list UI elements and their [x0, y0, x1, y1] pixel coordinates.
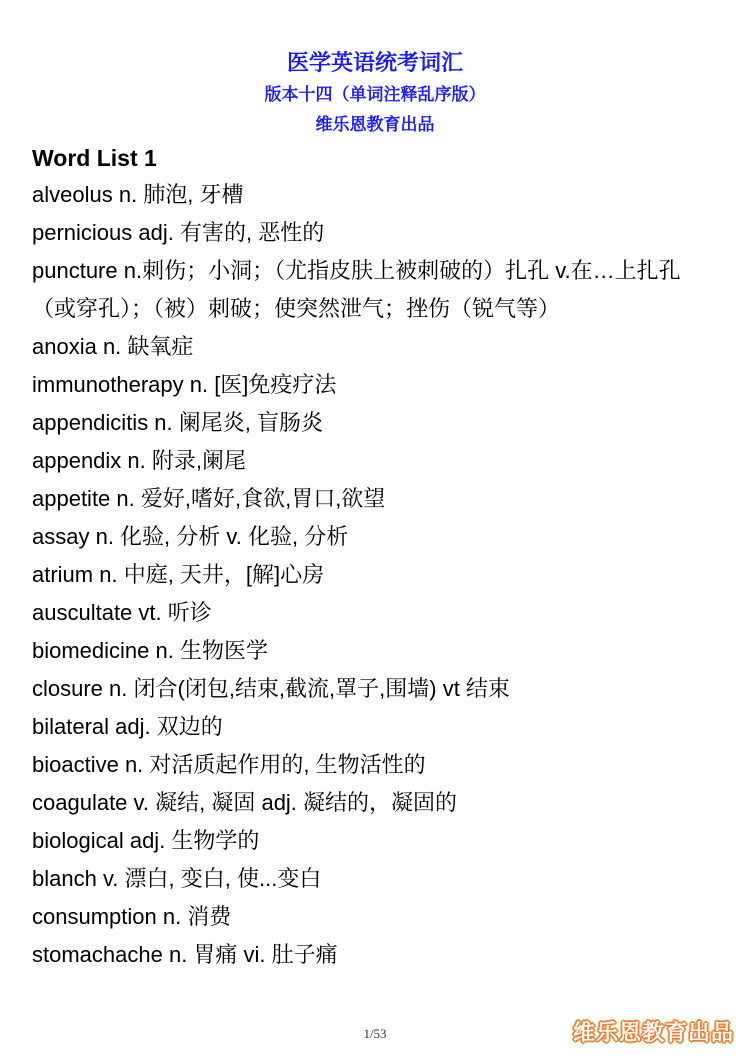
word-entry: puncture n.刺伤；小洞；（尤指皮肤上被刺破的）扎孔 v.在…上扎孔（或穿孔）；（被）刺破；使突然泄气；挫伤（锐气等）	[32, 258, 681, 321]
document-publisher: 维乐恩教育出品	[315, 115, 435, 135]
word-entry: assay n. 化验, 分析 v. 化验, 分析	[32, 524, 349, 549]
word-entry: appendix n. 附录,阑尾	[32, 448, 246, 473]
word-entries	[32, 176, 722, 974]
document-subtitle: 版本十四（单词注释乱序版）	[264, 85, 486, 105]
word-entry: auscultate vt. 听诊	[32, 600, 212, 625]
word-entry: alveolus n. 肺泡, 牙槽	[32, 182, 244, 207]
word-entry: closure n. 闭合(闭包,结束,截流,罩子,围墙) vt 结束	[32, 676, 510, 701]
word-list	[32, 140, 722, 974]
word-entry: appendicitis n. 阑尾炎, 盲肠炎	[32, 410, 323, 435]
word-entry: bioactive n. 对活质起作用的, 生物活性的	[32, 752, 426, 777]
word-entry: consumption n. 消费	[32, 904, 232, 929]
word-entry: coagulate v. 凝结, 凝固 adj. 凝结的，凝固的	[32, 790, 458, 815]
page-number: 1/53	[363, 1026, 387, 1041]
word-entry: stomachache n. 胃痛 vi. 肚子痛	[32, 942, 338, 967]
word-entry: atrium n. 中庭, 天井，[解]心房	[32, 562, 325, 587]
publisher-watermark: 维乐恩教育出品	[572, 1021, 734, 1046]
document-title: 医学英语统考词汇	[286, 51, 463, 76]
word-entry: biomedicine n. 生物医学	[32, 638, 268, 663]
word-entry: anoxia n. 缺氧症	[32, 334, 194, 359]
word-entry: pernicious adj. 有害的, 恶性的	[32, 220, 325, 245]
word-list-heading: Word List 1	[32, 145, 157, 171]
word-entry: immunotherapy n. [医]免疫疗法	[32, 372, 337, 397]
word-entry: blanch v. 漂白, 变白, 使...变白	[32, 866, 322, 891]
word-entry: appetite n. 爱好,嗜好,食欲,胃口,欲望	[32, 486, 386, 511]
word-entry: biological adj. 生物学的	[32, 828, 260, 853]
word-entry: bilateral adj. 双边的	[32, 714, 223, 739]
